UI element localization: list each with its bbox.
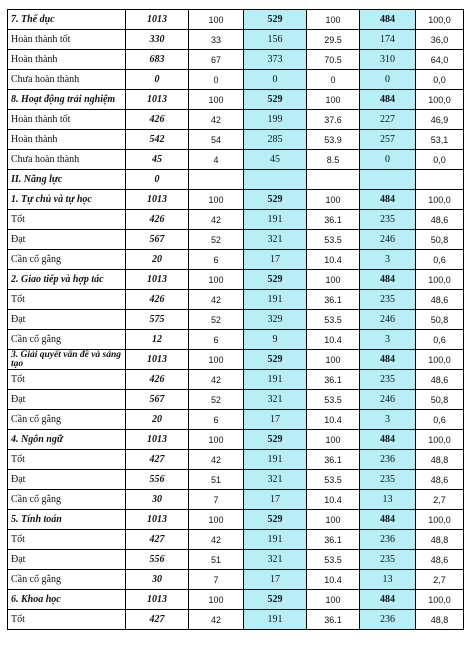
total-percent: 100 [189, 510, 244, 530]
group-b-percent: 48,8 [416, 450, 464, 470]
table-row [8, 130, 464, 150]
group-a-count [244, 170, 307, 190]
row-label: Đạt [8, 310, 126, 330]
group-b-count: 235 [360, 550, 416, 570]
row-label: Tốt [8, 530, 126, 550]
group-a-percent: 10.4 [307, 570, 360, 590]
group-a-percent: 10.4 [307, 250, 360, 270]
total-percent: 51 [189, 550, 244, 570]
category-header-row [8, 350, 464, 370]
group-a-count: 373 [244, 50, 307, 70]
group-b-count: 484 [360, 10, 416, 30]
group-a-count: 529 [244, 90, 307, 110]
group-a-count: 329 [244, 310, 307, 330]
group-a-count: 285 [244, 130, 307, 150]
group-b-count: 236 [360, 610, 416, 630]
group-b-count: 13 [360, 490, 416, 510]
group-b-percent: 100,0 [416, 90, 464, 110]
group-b-percent: 46,9 [416, 110, 464, 130]
row-label: Hoàn thành tốt [8, 110, 126, 130]
total-count: 426 [126, 370, 189, 390]
group-b-percent: 36,0 [416, 30, 464, 50]
group-a-percent: 10.4 [307, 330, 360, 350]
group-a-percent: 100 [307, 590, 360, 610]
total-count: 426 [126, 210, 189, 230]
group-b-count: 0 [360, 150, 416, 170]
table-row [8, 490, 464, 510]
group-b-percent: 48,6 [416, 210, 464, 230]
section-header-row [8, 170, 464, 190]
group-b-count: 0 [360, 70, 416, 90]
total-count: 330 [126, 30, 189, 50]
total-count: 427 [126, 610, 189, 630]
total-percent: 100 [189, 590, 244, 610]
group-b-percent: 100,0 [416, 350, 464, 370]
total-percent: 67 [189, 50, 244, 70]
group-b-percent: 50,8 [416, 390, 464, 410]
row-label: Đạt [8, 230, 126, 250]
group-b-percent: 64,0 [416, 50, 464, 70]
total-count: 567 [126, 230, 189, 250]
row-label: 1. Tự chủ và tự học [8, 190, 126, 210]
group-a-percent: 36.1 [307, 450, 360, 470]
total-percent: 42 [189, 210, 244, 230]
group-b-percent: 100,0 [416, 10, 464, 30]
category-header-row [8, 510, 464, 530]
group-a-count: 156 [244, 30, 307, 50]
group-b-count: 246 [360, 230, 416, 250]
group-b-count: 246 [360, 310, 416, 330]
total-percent: 42 [189, 530, 244, 550]
group-b-count: 484 [360, 90, 416, 110]
group-b-percent: 100,0 [416, 590, 464, 610]
category-header-row [8, 190, 464, 210]
table-row [8, 150, 464, 170]
group-b-count: 174 [360, 30, 416, 50]
row-label: Cần cố gắng [8, 570, 126, 590]
group-b-percent: 48,6 [416, 290, 464, 310]
group-a-count: 191 [244, 450, 307, 470]
group-a-count: 0 [244, 70, 307, 90]
group-b-percent: 50,8 [416, 230, 464, 250]
group-a-percent: 100 [307, 510, 360, 530]
group-a-count: 9 [244, 330, 307, 350]
group-b-percent: 48,8 [416, 530, 464, 550]
total-percent: 42 [189, 110, 244, 130]
total-count: 683 [126, 50, 189, 70]
table-row [8, 570, 464, 590]
total-percent: 0 [189, 70, 244, 90]
row-label: 6. Khoa học [8, 590, 126, 610]
table-row [8, 250, 464, 270]
total-percent: 6 [189, 330, 244, 350]
category-header-row [8, 90, 464, 110]
total-percent: 7 [189, 490, 244, 510]
group-a-count: 529 [244, 10, 307, 30]
total-percent: 42 [189, 290, 244, 310]
group-a-percent: 8.5 [307, 150, 360, 170]
table-row [8, 110, 464, 130]
total-count: 1013 [126, 10, 189, 30]
total-count: 1013 [126, 590, 189, 610]
row-label: Cần cố gắng [8, 250, 126, 270]
group-a-percent: 100 [307, 430, 360, 450]
group-b-count: 257 [360, 130, 416, 150]
group-b-percent: 0,6 [416, 330, 464, 350]
total-count: 556 [126, 470, 189, 490]
group-b-count: 3 [360, 410, 416, 430]
group-a-percent: 10.4 [307, 490, 360, 510]
table-row [8, 530, 464, 550]
group-a-count: 17 [244, 490, 307, 510]
group-b-percent: 100,0 [416, 510, 464, 530]
group-b-percent: 0,0 [416, 150, 464, 170]
group-b-count: 236 [360, 450, 416, 470]
total-percent: 4 [189, 150, 244, 170]
total-percent: 6 [189, 410, 244, 430]
total-count: 20 [126, 410, 189, 430]
row-label: Tốt [8, 290, 126, 310]
group-b-count: 235 [360, 210, 416, 230]
group-a-percent: 100 [307, 10, 360, 30]
table-row [8, 330, 464, 350]
group-b-count [360, 170, 416, 190]
table-row [8, 450, 464, 470]
total-count: 1013 [126, 90, 189, 110]
group-b-count: 484 [360, 350, 416, 370]
group-b-count: 484 [360, 270, 416, 290]
group-a-percent [307, 170, 360, 190]
group-b-percent: 0,6 [416, 410, 464, 430]
group-b-count: 235 [360, 470, 416, 490]
total-count: 1013 [126, 270, 189, 290]
total-percent: 6 [189, 250, 244, 270]
group-a-count: 191 [244, 210, 307, 230]
table-row [8, 210, 464, 230]
group-b-count: 3 [360, 250, 416, 270]
group-b-count: 3 [360, 330, 416, 350]
group-a-count: 191 [244, 610, 307, 630]
group-a-percent: 53.5 [307, 230, 360, 250]
total-count: 30 [126, 570, 189, 590]
total-count: 542 [126, 130, 189, 150]
results-table-body [8, 10, 464, 630]
row-label: 5. Tính toán [8, 510, 126, 530]
row-label: Tốt [8, 370, 126, 390]
group-a-percent: 36.1 [307, 290, 360, 310]
row-label: 2. Giao tiếp và hợp tác [8, 270, 126, 290]
group-b-percent: 48,6 [416, 470, 464, 490]
row-label: 4. Ngôn ngữ [8, 430, 126, 450]
group-a-percent: 53.5 [307, 310, 360, 330]
group-b-percent: 53,1 [416, 130, 464, 150]
total-percent: 100 [189, 10, 244, 30]
group-a-percent: 100 [307, 190, 360, 210]
group-a-percent: 53.5 [307, 550, 360, 570]
group-b-percent: 0,6 [416, 250, 464, 270]
group-a-percent: 0 [307, 70, 360, 90]
group-b-percent: 48,8 [416, 610, 464, 630]
group-b-count: 236 [360, 530, 416, 550]
row-label: Hoàn thành [8, 130, 126, 150]
total-count: 575 [126, 310, 189, 330]
table-row [8, 70, 464, 90]
group-a-count: 529 [244, 350, 307, 370]
total-percent: 54 [189, 130, 244, 150]
table-row [8, 30, 464, 50]
table-row [8, 550, 464, 570]
group-b-percent: 100,0 [416, 190, 464, 210]
category-header-row [8, 270, 464, 290]
group-a-percent: 53.9 [307, 130, 360, 150]
row-label: Tốt [8, 450, 126, 470]
results-table [7, 9, 464, 630]
group-a-percent: 53.5 [307, 390, 360, 410]
row-label: Cần cố gắng [8, 410, 126, 430]
group-a-percent: 100 [307, 350, 360, 370]
group-b-count: 484 [360, 590, 416, 610]
total-percent: 100 [189, 90, 244, 110]
total-percent: 52 [189, 310, 244, 330]
group-a-count: 529 [244, 510, 307, 530]
table-row [8, 230, 464, 250]
group-a-count: 191 [244, 290, 307, 310]
total-percent: 51 [189, 470, 244, 490]
group-b-count: 310 [360, 50, 416, 70]
total-count: 0 [126, 170, 189, 190]
group-a-percent: 36.1 [307, 610, 360, 630]
group-b-count: 484 [360, 430, 416, 450]
total-count: 1013 [126, 190, 189, 210]
table-row [8, 470, 464, 490]
row-label: Chưa hoàn thành [8, 150, 126, 170]
total-count: 1013 [126, 430, 189, 450]
row-label: Đạt [8, 470, 126, 490]
group-a-count: 321 [244, 550, 307, 570]
group-a-count: 17 [244, 570, 307, 590]
total-count: 556 [126, 550, 189, 570]
row-label: 3. Giải quyết vấn đề và sáng tạo [8, 350, 126, 370]
group-b-percent: 100,0 [416, 430, 464, 450]
group-b-count: 235 [360, 370, 416, 390]
group-b-percent: 0,0 [416, 70, 464, 90]
group-a-percent: 36.1 [307, 210, 360, 230]
table-row [8, 290, 464, 310]
table-row [8, 410, 464, 430]
total-percent: 42 [189, 610, 244, 630]
group-a-percent: 29.5 [307, 30, 360, 50]
total-count: 567 [126, 390, 189, 410]
group-a-count: 529 [244, 190, 307, 210]
category-header-row [8, 430, 464, 450]
group-a-count: 191 [244, 370, 307, 390]
total-percent [189, 170, 244, 190]
total-count: 12 [126, 330, 189, 350]
group-b-count: 235 [360, 290, 416, 310]
group-a-count: 529 [244, 430, 307, 450]
group-a-percent: 10.4 [307, 410, 360, 430]
row-label: Đạt [8, 550, 126, 570]
row-label: Hoàn thành [8, 50, 126, 70]
total-count: 45 [126, 150, 189, 170]
group-b-count: 246 [360, 390, 416, 410]
total-count: 426 [126, 290, 189, 310]
row-label: Chưa hoàn thành [8, 70, 126, 90]
total-count: 1013 [126, 350, 189, 370]
group-b-percent: 50,8 [416, 310, 464, 330]
group-a-percent: 100 [307, 90, 360, 110]
total-percent: 33 [189, 30, 244, 50]
group-a-count: 529 [244, 590, 307, 610]
group-b-percent: 2,7 [416, 570, 464, 590]
group-a-percent: 36.1 [307, 370, 360, 390]
group-a-percent: 70.5 [307, 50, 360, 70]
group-a-count: 17 [244, 250, 307, 270]
row-label: Cần cố gắng [8, 490, 126, 510]
table-row [8, 50, 464, 70]
row-label: Hoàn thành tốt [8, 30, 126, 50]
total-count: 1013 [126, 510, 189, 530]
row-label: Đạt [8, 390, 126, 410]
group-a-count: 321 [244, 390, 307, 410]
total-count: 30 [126, 490, 189, 510]
table-row [8, 370, 464, 390]
group-a-percent: 36.1 [307, 530, 360, 550]
total-percent: 100 [189, 350, 244, 370]
group-a-percent: 100 [307, 270, 360, 290]
group-b-percent: 48,6 [416, 370, 464, 390]
row-label: Tốt [8, 210, 126, 230]
total-count: 426 [126, 110, 189, 130]
table-row [8, 390, 464, 410]
row-label: Tốt [8, 610, 126, 630]
group-a-count: 321 [244, 230, 307, 250]
row-label: Cần cố gắng [8, 330, 126, 350]
total-percent: 52 [189, 230, 244, 250]
total-percent: 100 [189, 190, 244, 210]
group-b-percent [416, 170, 464, 190]
total-percent: 7 [189, 570, 244, 590]
results-table-page [7, 9, 463, 642]
group-b-count: 227 [360, 110, 416, 130]
total-count: 427 [126, 450, 189, 470]
table-row [8, 610, 464, 630]
total-percent: 42 [189, 370, 244, 390]
group-a-count: 529 [244, 270, 307, 290]
category-header-row [8, 590, 464, 610]
group-a-count: 45 [244, 150, 307, 170]
total-percent: 52 [189, 390, 244, 410]
group-b-count: 484 [360, 190, 416, 210]
total-percent: 42 [189, 450, 244, 470]
group-a-percent: 37.6 [307, 110, 360, 130]
table-row [8, 310, 464, 330]
group-a-count: 321 [244, 470, 307, 490]
group-a-count: 199 [244, 110, 307, 130]
total-count: 0 [126, 70, 189, 90]
group-b-percent: 100,0 [416, 270, 464, 290]
total-percent: 100 [189, 270, 244, 290]
total-count: 427 [126, 530, 189, 550]
category-header-row [8, 10, 464, 30]
total-count: 20 [126, 250, 189, 270]
group-b-percent: 2,7 [416, 490, 464, 510]
group-a-percent: 53.5 [307, 470, 360, 490]
group-b-count: 13 [360, 570, 416, 590]
group-a-count: 17 [244, 410, 307, 430]
row-label: II. Năng lực [8, 170, 126, 190]
group-b-percent: 48,6 [416, 550, 464, 570]
group-b-count: 484 [360, 510, 416, 530]
row-label: 7. Thể dục [8, 10, 126, 30]
total-percent: 100 [189, 430, 244, 450]
group-a-count: 191 [244, 530, 307, 550]
row-label: 8. Hoạt động trải nghiệm [8, 90, 126, 110]
